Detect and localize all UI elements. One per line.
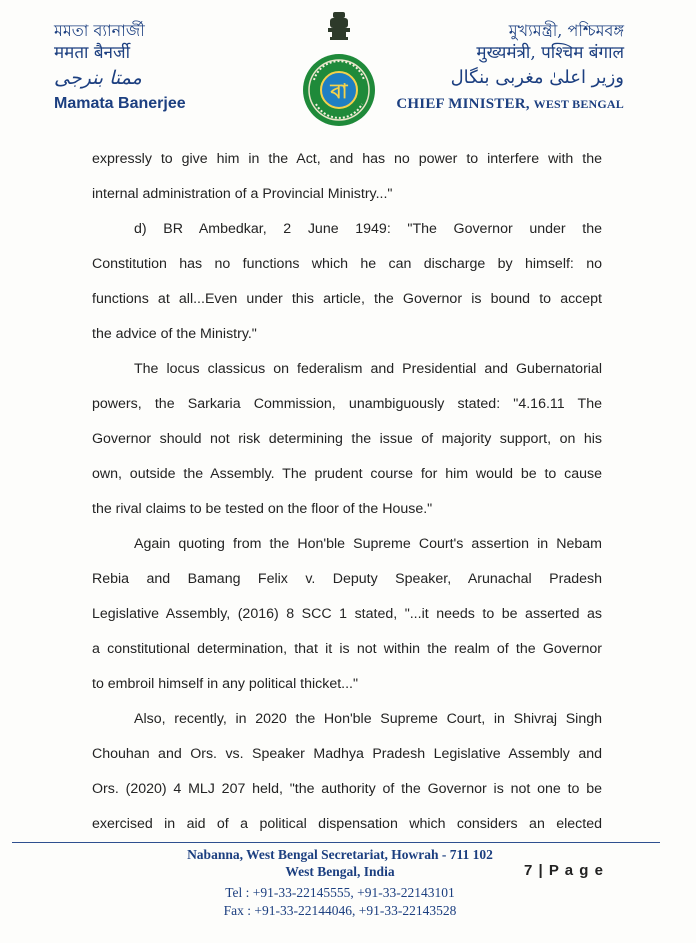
telephone: Tel : +91-33-22145555, +91-33-22143101: [225, 885, 455, 900]
title-english: CHIEF MINISTER, WEST BENGAL: [396, 96, 624, 112]
paragraph-4: Again quoting from the Hon'ble Supreme Court's assertion in Nebam Rebia and Bamang Felix v. Deputy Speaker, Arunachal Pradesh Legislative Assembly, (2016) 8 SCC 1 stated, "...it needs to be asserted as a constitutional determination, that it is not within the realm of the Governor to embroil himself in any political thicket...": [92, 536, 602, 692]
name-hindi: ममता बैनर्जी: [54, 43, 130, 63]
footer-address: [150, 846, 530, 920]
footer-divider: [12, 842, 660, 843]
paragraph-3: The locus classicus on federalism and Presidential and Gubernatorial powers, the Sarkaria Commission, unambiguously stated: "4.16.11 The Governor should not risk determining the issue of majority support, on his own, outside the Assembly. The prudent course for him would be to cause the rival claims to be tested on the floor of the House.": [92, 361, 602, 517]
letter-body: [92, 142, 602, 842]
name-urdu: ممتا بنرجی: [54, 67, 142, 89]
name-english: Mamata Banerjee: [54, 95, 186, 112]
title-hindi: मुख्यमंत्री, पश्चिम बंगाल: [476, 43, 624, 63]
title-bengali: মুখ্যমন্ত্রী, পশ্চিমবঙ্গ: [508, 21, 624, 40]
paragraph-2: d) BR Ambedkar, 2 June 1949: "The Governor under the Constitution has no functions which he can discharge by himself: no functions at all...Even under this article, the Governor is bound to accept the advice of the Ministry.": [92, 221, 602, 342]
name-bengali: মমতা ব্যানার্জী: [54, 21, 145, 40]
title-urdu: وزیر اعلیٰ مغربی بنگال: [450, 67, 624, 88]
page-number: 7 | P a g e: [524, 862, 604, 879]
paragraph-5: Also, recently, in 2020 the Hon'ble Supreme Court, in Shivraj Singh Chouhan and Ors. vs. Speaker Madhya Pradesh Legislative Assembly and Ors. (2020) 4 MLJ 207 held, "the authority of the Governor is not one to be exercised in aid of a political dispensation which considers an elected: [92, 711, 602, 832]
paragraph-1: expressly to give him in the Act, and has no power to interfere with the internal administration of a Provincial Ministry...": [92, 151, 602, 202]
west-bengal-emblem-icon: [292, 10, 386, 130]
address-line-2: West Bengal, India: [285, 864, 395, 879]
address-line-1: Nabanna, West Bengal Secretariat, Howrah - 711 102: [187, 847, 493, 862]
letterhead-right: [374, 20, 624, 116]
letterhead-left: [54, 20, 294, 116]
fax: Fax : +91-33-22144046, +91-33-22143528: [223, 903, 457, 918]
svg-text:বা: বা: [330, 79, 348, 103]
